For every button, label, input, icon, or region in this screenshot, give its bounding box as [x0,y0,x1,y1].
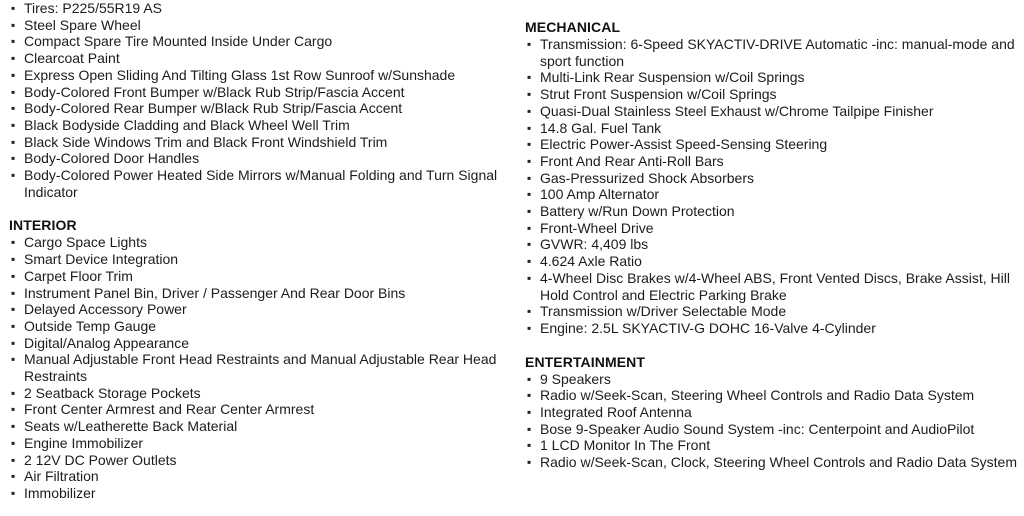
bullet-icon: ▪ [527,455,532,470]
list-item [9,150,509,167]
list-item-text: Gas-Pressurized Shock Absorbers [540,169,754,186]
bullet-icon: ▪ [11,168,16,183]
list-item [9,251,509,268]
list-item-text: Carpet Floor Trim [24,267,133,284]
list-item-text: Smart Device Integration [24,251,179,268]
list-item [9,33,509,50]
list-item [9,385,509,402]
list-item [9,335,509,352]
list-item [9,100,509,117]
entertainment-heading: ENTERTAINMENT [525,353,646,370]
interior-section [9,217,509,501]
list-item [525,120,1020,137]
bullet-icon: ▪ [527,103,532,118]
bullet-icon: ▪ [11,485,16,500]
bullet-icon: ▪ [527,237,532,252]
list-item-text: 14.8 Gal. Fuel Tank [540,119,662,136]
list-item [9,285,509,302]
list-item [525,153,1020,170]
bullet-icon: ▪ [11,101,16,116]
bullet-icon: ▪ [11,318,16,333]
bullet-icon: ▪ [11,51,16,66]
exterior-section [9,0,509,200]
list-item-text: Front-Wheel Drive [540,219,654,236]
list-item [9,401,509,418]
list-item [9,167,509,200]
list-item-text: Electric Power-Assist Speed-Sensing Steering [540,136,828,153]
list-item-text: Body-Colored Front Bumper w/Black Rub Strip/Fascia Accent [24,83,405,100]
bullet-icon: ▪ [527,137,532,152]
list-item-text: Radio w/Seek-Scan, Steering Wheel Controls and Radio Data System [540,387,975,404]
bullet-icon: ▪ [11,352,16,367]
bullet-icon: ▪ [527,254,532,269]
list-item-text: Manual Adjustable Front Head Restraints and Manual Adjustable Rear Head Restraints [24,351,497,385]
bullet-icon: ▪ [11,419,16,434]
bullet-icon: ▪ [527,87,532,102]
bullet-icon: ▪ [527,388,532,403]
list-item [525,421,1020,438]
bullet-icon: ▪ [11,385,16,400]
bullet-icon: ▪ [11,34,16,49]
list-item [525,253,1020,270]
mechanical-section [525,19,1020,337]
right-column [525,0,1020,471]
bullet-icon: ▪ [11,302,16,317]
bullet-icon: ▪ [11,435,16,450]
list-item-text: Radio w/Seek-Scan, Clock, Steering Wheel Controls and Radio Data System [540,454,1017,471]
bullet-icon: ▪ [11,268,16,283]
bullet-icon: ▪ [527,304,532,319]
list-item-text: 9 Speakers [540,370,611,387]
bullet-icon: ▪ [11,67,16,82]
list-item-text: Front And Rear Anti-Roll Bars [540,152,724,169]
list-item-text: Black Bodyside Cladding and Black Wheel Well Trim [24,116,350,133]
bullet-icon: ▪ [11,252,16,267]
list-item [9,418,509,435]
list-item-text: Express Open Sliding And Tilting Glass 1st Row Sunroof w/Sunshade [24,66,456,83]
bullet-icon: ▪ [11,84,16,99]
list-item [9,468,509,485]
list-item-text: Steel Spare Wheel [24,16,141,33]
bullet-icon: ▪ [11,335,16,350]
bullet-icon: ▪ [527,187,532,202]
bullet-icon: ▪ [11,285,16,300]
exterior-list [9,0,509,200]
list-item [525,437,1020,454]
list-item [525,203,1020,220]
list-item [525,371,1020,388]
bullet-icon: ▪ [527,270,532,285]
list-item [9,452,509,469]
list-item [9,234,509,251]
bullet-icon: ▪ [527,320,532,335]
left-column [9,0,509,502]
list-item-text: Seats w/Leatherette Back Material [24,418,238,435]
list-item [525,454,1020,471]
list-item-text: Front Center Armrest and Rear Center Armrest [24,401,315,418]
list-item-text: Digital/Analog Appearance [24,334,190,351]
list-item-text: Battery w/Run Down Protection [540,203,735,220]
bullet-icon: ▪ [527,170,532,185]
bullet-icon: ▪ [527,120,532,135]
list-item-text: Air Filtration [24,468,99,485]
list-item-text: 4.624 Axle Ratio [540,253,642,270]
list-item-text: Transmission w/Driver Selectable Mode [540,303,787,320]
list-item-text: 2 12V DC Power Outlets [24,451,177,468]
bullet-icon: ▪ [527,153,532,168]
bullet-icon: ▪ [11,469,16,484]
bullet-icon: ▪ [527,70,532,85]
bullet-icon: ▪ [527,405,532,420]
bullet-icon: ▪ [527,220,532,235]
list-item [525,387,1020,404]
list-item-text: 1 LCD Monitor In The Front [540,437,711,454]
list-item-text: Clearcoat Paint [24,50,120,67]
list-item-text: Delayed Accessory Power [24,301,187,318]
list-item [525,236,1020,253]
bullet-icon: ▪ [11,402,16,417]
list-item-text: Compact Spare Tire Mounted Inside Under Cargo [24,33,333,50]
list-item [9,301,509,318]
list-item [525,86,1020,103]
list-item-text: Strut Front Suspension w/Coil Springs [540,86,777,103]
list-item-text: Body-Colored Door Handles [24,150,200,167]
list-item [9,117,509,134]
list-item [9,268,509,285]
bullet-icon: ▪ [527,37,532,51]
list-item [9,84,509,101]
list-item-text: Multi-Link Rear Suspension w/Coil Springs [540,69,805,86]
list-item [525,404,1020,421]
list-item [9,134,509,151]
list-item-text: Outside Temp Gauge [24,317,157,334]
list-item [9,50,509,67]
mechanical-list [525,36,1020,337]
list-item [9,435,509,452]
bullet-icon: ▪ [527,371,532,386]
list-item [9,67,509,84]
list-item [525,320,1020,337]
list-item [525,36,1020,69]
entertainment-section [525,354,1020,471]
list-item [525,303,1020,320]
list-item-text: 100 Amp Alternator [540,186,660,203]
bullet-icon: ▪ [11,235,16,250]
entertainment-list [525,371,1020,471]
list-item [525,69,1020,86]
list-item-text: Integrated Roof Antenna [540,404,692,421]
list-item-text: Tires: P225/55R19 AS [24,0,163,16]
bullet-icon: ▪ [527,438,532,453]
list-item-text: Black Side Windows Trim and Black Front Windshield Trim [24,133,388,150]
list-item [525,136,1020,153]
list-item-text: Body-Colored Power Heated Side Mirrors w/Manual Folding and Turn Signal Indicator [24,167,498,200]
bullet-icon: ▪ [11,1,16,15]
bullet-icon: ▪ [527,421,532,436]
list-item [9,17,509,34]
list-item-text: Quasi-Dual Stainless Steel Exhaust w/Chrome Tailpipe Finisher [540,102,934,119]
list-item [525,220,1020,237]
bullet-icon: ▪ [527,204,532,219]
list-item [9,351,509,384]
interior-list [9,234,509,501]
list-item-text: Body-Colored Rear Bumper w/Black Rub Strip/Fascia Accent [24,100,403,117]
bullet-icon: ▪ [11,17,16,32]
list-item [9,485,509,502]
list-item-text: Instrument Panel Bin, Driver / Passenger And Rear Door Bins [24,284,406,301]
list-item-text: 4-Wheel Disc Brakes w/4-Wheel ABS, Front Vented Discs, Brake Assist, Hill Hold Control and Electric Parking Brake [540,269,1010,303]
list-item-text: Immobilizer [24,484,96,501]
list-item [525,186,1020,203]
list-item [9,318,509,335]
list-item-text: 2 Seatback Storage Pockets [24,384,201,401]
bullet-icon: ▪ [11,117,16,132]
list-item-text: Engine Immobilizer [24,434,144,451]
list-item [525,170,1020,187]
list-item [9,0,509,17]
list-item-text: Engine: 2.5L SKYACTIV-G DOHC 16-Valve 4-Cylinder [540,319,876,336]
list-item-text: Cargo Space Lights [24,234,147,251]
list-item-text: Bose 9-Speaker Audio Sound System -inc: Centerpoint and AudioPilot [540,420,975,437]
list-item-text: GVWR: 4,409 lbs [540,236,649,253]
bullet-icon: ▪ [11,134,16,149]
bullet-icon: ▪ [11,151,16,166]
mechanical-heading: MECHANICAL [525,19,621,35]
interior-heading: INTERIOR [9,217,77,234]
bullet-icon: ▪ [11,452,16,467]
list-item [525,270,1020,303]
list-item [525,103,1020,120]
list-item-text: Transmission: 6-Speed SKYACTIV-DRIVE Automatic -inc: manual-mode and sport function [540,36,1015,69]
